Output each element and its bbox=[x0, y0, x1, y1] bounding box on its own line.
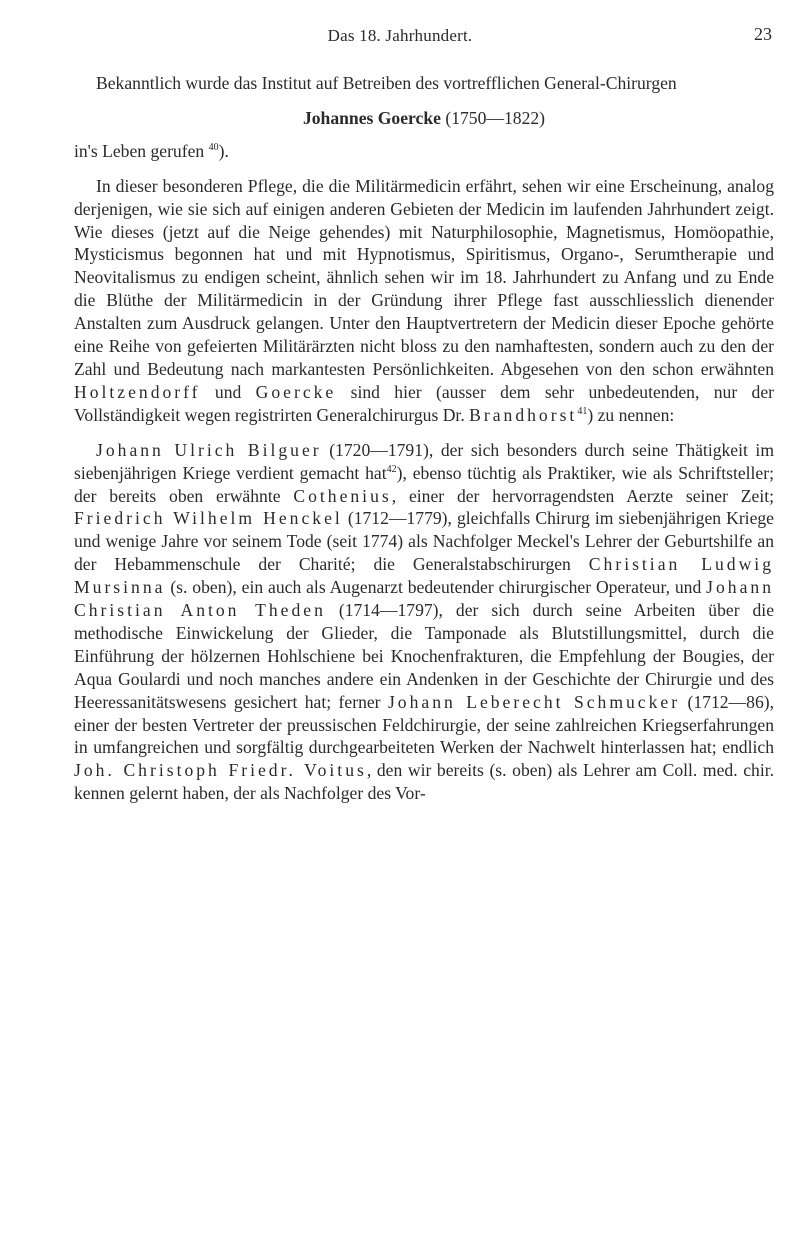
para3-text-a: (1720—1791), der sich besonders durch seine Thätigkeit im siebenjährigen Kriege verdient gemacht hat bbox=[74, 439, 775, 483]
footnote-ref-40: 40 bbox=[208, 141, 219, 153]
paragraph-militaeraerzte-list bbox=[74, 439, 774, 806]
footnote-ref-41: 41 bbox=[577, 405, 588, 417]
para3-text-h: , den wir bereits (s. oben) als Lehrer am Coll. med. chir. kennen gelernt haben, der als Nachfolger des Vor- bbox=[74, 760, 774, 804]
intro-line: Bekanntlich wurde das Institut auf Betreiben des vortrefflichen General-Chirurgen bbox=[96, 73, 677, 93]
name-cothenius: Cothenius bbox=[293, 485, 392, 506]
para2-text-b: und bbox=[200, 381, 256, 402]
person-name-goercke: Johannes Goercke bbox=[302, 107, 441, 128]
para3-text-b: ), ebenso tüchtig als Praktiker, wie als Schriftsteller; der bereits oben erwähnte bbox=[74, 462, 774, 506]
intro-end-tail: ). bbox=[218, 140, 229, 161]
para2-text-a: In dieser besonderen Pflege, die die Militärmedicin erfährt, sehen wir eine Erscheinung, analog derjenigen, wie sie sich auf einigen anderen Gebieten der Medicin im laufenden Jahrhundert zeigt. Wie dieses (jetzt auf die Neige gehendes) mit Naturphilosophie, Magnetismus, Homöopathie, Mysticismus begonnen hat und mit Hypnotismus, Spiritismus, Organo-, Serumtherapie und Neovitalismus zu endigen scheint, ähnlich sehen wir im 18. Jahrhundert zu Anfang und zu Ende die Blüthe der Militärmedicin in der Gründung ihrer Pflege fast ausschliesslich dienender Anstalten zum Ausdruck gelangen. Unter den Hauptvertretern der Medicin dieser Epoche gehörte eine Reihe von gefeierten Militärärzten nicht bloss zu den namhaftesten, sondern auch zu den der Zahl und Bedeutung nach markantesten Persönlichkeiten. Abgesehen von den schon erwähnten bbox=[74, 175, 774, 379]
paragraph-militaermedicin bbox=[74, 175, 774, 427]
name-voitus: Joh. Christoph Friedr. Voitus bbox=[74, 760, 367, 781]
name-mursinna: Christian Ludwig Mursinna bbox=[74, 554, 774, 598]
para2-text-d: ) zu nennen: bbox=[587, 404, 675, 425]
name-brandhorst: Brandhorst bbox=[469, 404, 578, 425]
intro-ending bbox=[74, 140, 774, 163]
name-schmucker: Johann Leberecht Schmucker bbox=[387, 691, 681, 712]
intro-paragraph bbox=[74, 72, 774, 95]
name-bilguer: Johann Ulrich Bilguer bbox=[96, 439, 322, 460]
running-title: Das 18. Jahrhundert. bbox=[327, 26, 473, 45]
body-text bbox=[74, 72, 774, 805]
para3-text-e: (s. oben), ein auch als Augenarzt bedeutender chirurgischer Operateur, und bbox=[165, 577, 707, 598]
person-years: (1750—1822) bbox=[445, 107, 546, 128]
name-theden: Johann Christian Anton Theden bbox=[74, 577, 774, 621]
para3-text-d: (1712—1779), gleichfalls Chirurg im siebenjährigen Kriege und wenige Jahre vor seinem Tode (seit 1774) als Nachfolger Meckel's Lehrer der Geburtshilfe an der Hebammenschule der Charité; die Generalstabschirurgen bbox=[74, 508, 774, 575]
page-number: 23 bbox=[754, 24, 772, 44]
para2-text-c: sind hier (ausser dem sehr unbedeutenden, nur der Vollständigkeit wegen registrirten Generalchirurgus Dr. bbox=[74, 381, 774, 425]
para3-text-f: (1714—1797), der sich durch seine Arbeiten über die methodische Einwickelung der Glieder, die Tamponade als Blutstillungsmittel, durch die Einführung der hölzernen Hohlschiene bei Knochenfrakturen, die Empfehlung der Bougies, der Aqua Goulardi und noch manches andere ein Andenken in der Geschichte der Chirurgie und des Heeressanitätswesens gesichert hat; ferner bbox=[74, 600, 775, 712]
name-holtzendorff: Holtzendorff bbox=[74, 381, 201, 402]
centered-person bbox=[74, 107, 774, 130]
para3-text-c: , einer der hervorragendsten Aerzte seiner Zeit; bbox=[391, 485, 774, 506]
name-goercke: Goercke bbox=[255, 381, 337, 402]
intro-end-text: in's Leben gerufen bbox=[74, 140, 205, 161]
footnote-ref-42: 42 bbox=[386, 463, 397, 475]
name-henckel: Friedrich Wilhelm Henckel bbox=[74, 508, 343, 529]
para3-text-g: (1712—86), einer der besten Vertreter der preussischen Feldchirurgie, der seine zahlreichen Kriegserfahrungen in umfangreichen und sorgfältig durchgearbeiteten Werken der Nachwelt hinterlassen hat; endlich bbox=[74, 691, 774, 758]
